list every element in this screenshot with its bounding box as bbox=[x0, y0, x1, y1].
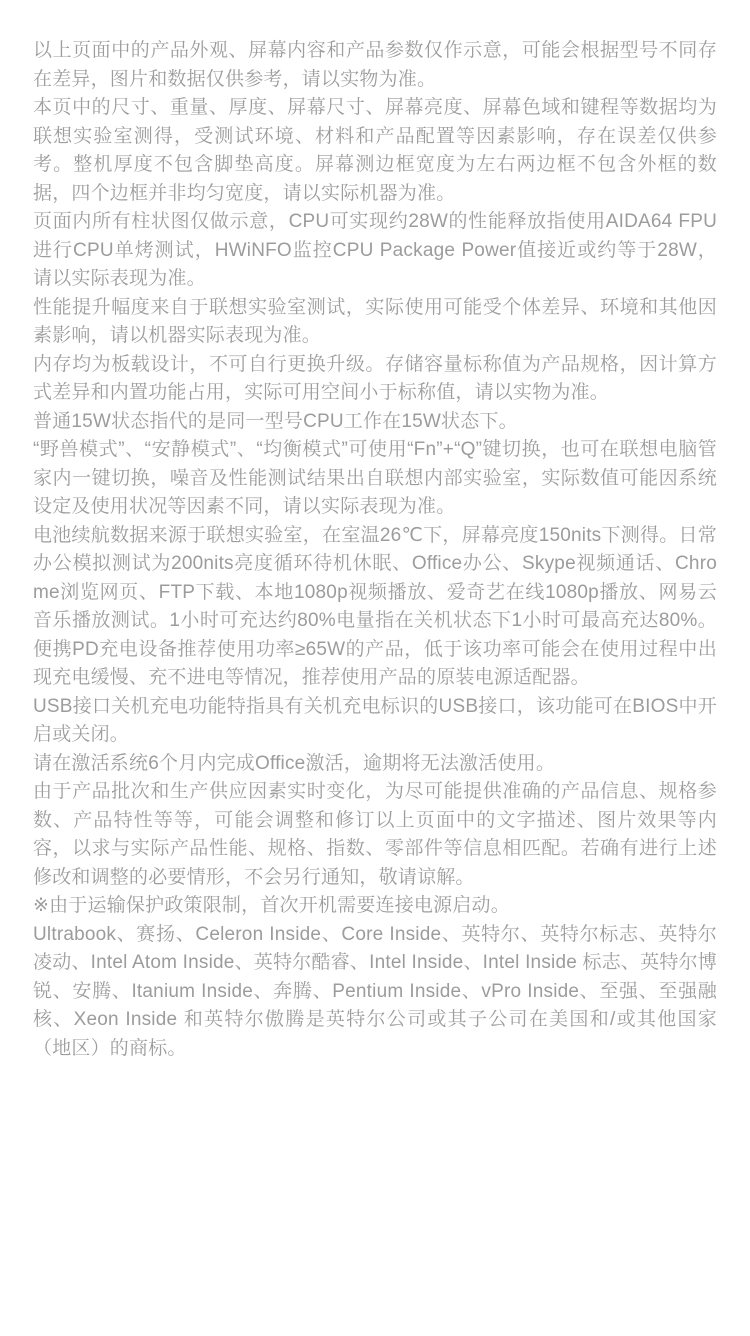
disclaimer-paragraph: ※由于运输保护政策限制，首次开机需要连接电源启动。 bbox=[33, 895, 510, 916]
disclaimer-paragraph: “野兽模式”、“安静模式”、“均衡模式”可使用“Fn”+“Q”键切换，也可在联想电脑管家内一键切换，噪音及性能测试结果出自联想内部实验室，实际数值可能因系统设定及使用状况等因素不同，请以实际表现为准。 bbox=[33, 439, 717, 517]
disclaimer-paragraph: 性能提升幅度来自于联想实验室测试，实际使用可能受个体差异、环境和其他因素影响，请以机器实际表现为准。 bbox=[33, 296, 717, 346]
disclaimer-paragraph: 以上页面中的产品外观、屏幕内容和产品参数仅作示意，可能会根据型号不同存在差异，图片和数据仅供参考，请以实物为准。 bbox=[33, 40, 717, 90]
disclaimer-paragraph: 本页中的尺寸、重量、厚度、屏幕尺寸、屏幕亮度、屏幕色域和键程等数据均为联想实验室测得，受测试环境、材料和产品配置等因素影响，存在误差仅供参考。整机厚度不包含脚垫高度。屏幕测边框宽度为左右两边框不包含外框的数据，四个边框并非均匀宽度，请以实际机器为准。 bbox=[33, 97, 717, 204]
disclaimer-paragraph: Ultrabook、赛扬、Celeron Inside、Core Inside、英特尔、英特尔标志、英特尔凌动、Intel Atom Inside、英特尔酷睿、Intel Inside、Intel Inside 标志、英特尔博锐、安腾、Itanium Inside、奔腾、Pentium Inside、vPro Inside、至强、至强融核、Xeon Inside 和英特尔傲腾是英特尔公司或其子公司在美国和/或其他国家（地区）的商标。 bbox=[33, 923, 717, 1059]
disclaimer-paragraph: 内存均为板载设计，不可自行更换升级。存储容量标称值为产品规格，因计算方式差异和内置功能占用，实际可用空间小于标称值，请以实物为准。 bbox=[33, 353, 717, 403]
disclaimer-paragraph: 页面内所有柱状图仅做示意，CPU可实现约28W的性能释放指使用AIDA64 FPU进行CPU单烤测试，HWiNFO监控CPU Package Power值接近或约等于28W，请以实际表现为准。 bbox=[33, 211, 717, 289]
disclaimer-paragraph: USB接口关机充电功能特指具有关机充电标识的USB接口，该功能可在BIOS中开启或关闭。 bbox=[33, 695, 717, 745]
disclaimer-paragraph: 请在激活系统6个月内完成Office激活，逾期将无法激活使用。 bbox=[33, 752, 556, 774]
disclaimer-paragraph: 由于产品批次和生产供应因素实时变化，为尽可能提供准确的产品信息、规格参数、产品特性等等，可能会调整和修订以上页面中的文字描述、图片效果等内容，以求与实际产品性能、规格、指数、零部件等信息相匹配。若确有进行上述修改和调整的必要情形，不会另行通知，敬请谅解。 bbox=[33, 781, 717, 888]
disclaimer-paragraph: 电池续航数据来源于联想实验室，在室温26℃下，屏幕亮度150nits下测得。日常办公模拟测试为200nits亮度循环待机休眠、Office办公、Skype视频通话、Chrome浏览网页、FTP下载、本地1080p视频播放、爱奇艺在线1080p播放、网易云音乐播放测试。1小时可充达约80%电量指在关机状态下1小时可最高充达80%。便携PD充电设备推荐使用功率≥65W的产品，低于该功率可能会在使用过程中出现充电缓慢、充不进电等情况，推荐使用产品的原装电源适配器。 bbox=[33, 524, 717, 688]
disclaimer-paragraph: 普通15W状态指代的是同一型号CPU工作在15W状态下。 bbox=[33, 410, 518, 432]
